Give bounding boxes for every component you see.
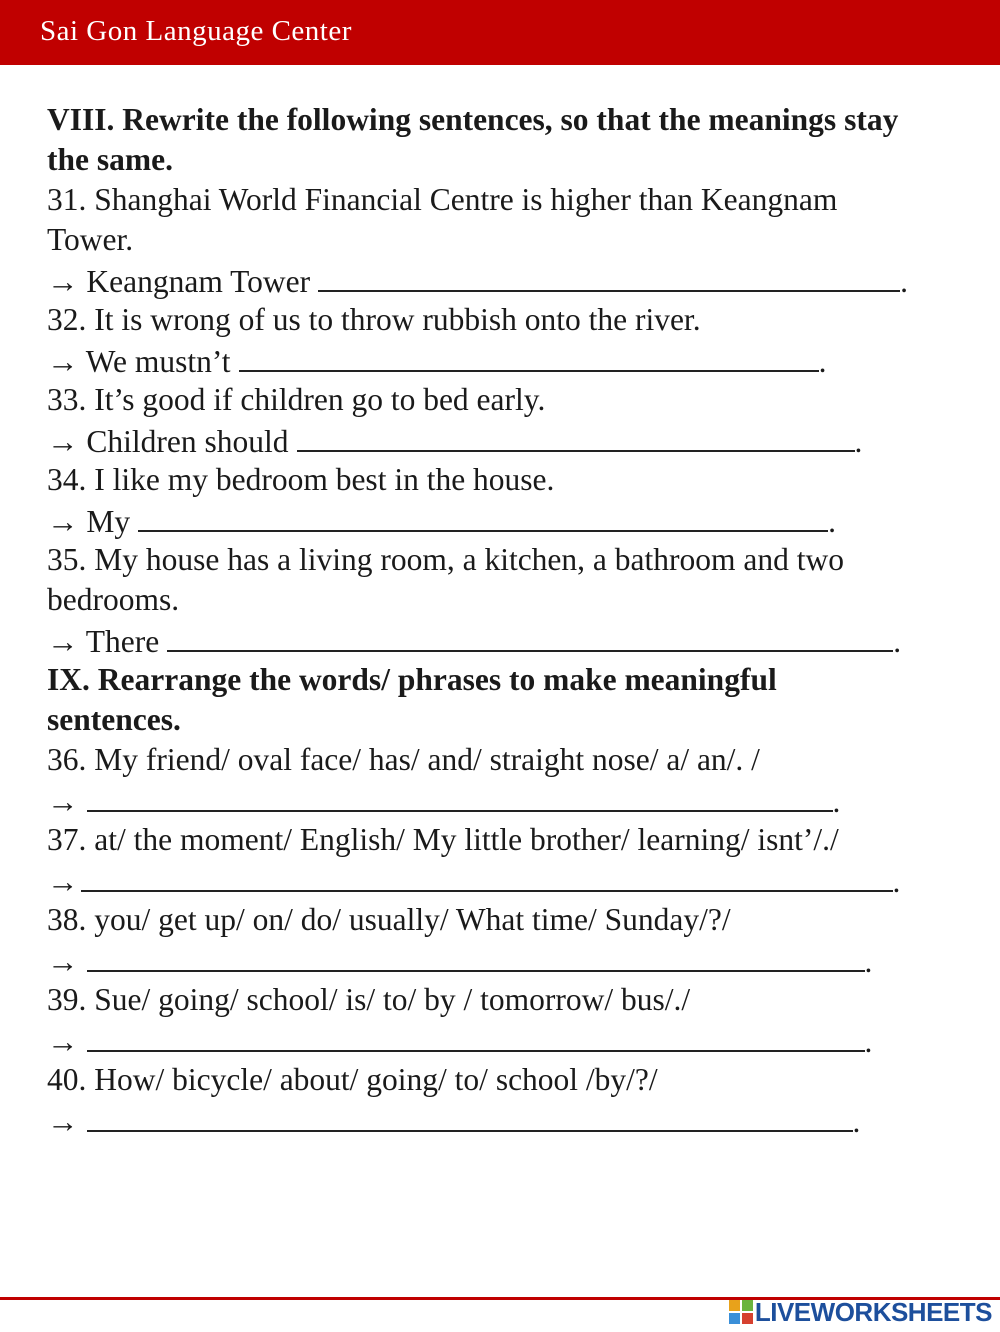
end-mark: . bbox=[893, 624, 902, 659]
answer-row-36 bbox=[47, 780, 967, 820]
section-9-heading-cont: sentences. bbox=[47, 702, 181, 737]
answer-blank-31[interactable] bbox=[318, 260, 900, 292]
question-35-cont: bedrooms. bbox=[47, 582, 180, 617]
question-33: 33. It’s good if children go to bed early. bbox=[47, 382, 546, 417]
end-mark: . bbox=[818, 344, 827, 379]
header-title: Sai Gon Language Center bbox=[40, 15, 352, 47]
answer-prompt-32: → We mustn’t bbox=[47, 344, 231, 379]
answer-row-33 bbox=[47, 420, 967, 460]
question-34: 34. I like my bedroom best in the house. bbox=[47, 462, 555, 497]
answer-row-40 bbox=[47, 1100, 967, 1140]
answer-row-32 bbox=[47, 340, 967, 380]
answer-row-39 bbox=[47, 1020, 967, 1060]
question-31: 31. Shanghai World Financial Centre is higher than Keangnam bbox=[47, 182, 838, 217]
arrow-icon: → bbox=[47, 864, 79, 899]
answer-prompt-34: → My bbox=[47, 504, 131, 539]
answer-blank-37[interactable] bbox=[81, 860, 893, 892]
answer-blank-34[interactable] bbox=[138, 500, 828, 532]
arrow-icon: → bbox=[47, 1104, 79, 1139]
end-mark: . bbox=[864, 1024, 873, 1059]
answer-blank-38[interactable] bbox=[87, 940, 865, 972]
answer-blank-39[interactable] bbox=[87, 1020, 865, 1052]
end-mark: . bbox=[832, 784, 841, 819]
section-8-heading-cont: the same. bbox=[47, 142, 173, 177]
liveworksheets-logo-icon bbox=[729, 1300, 753, 1324]
question-35: 35. My house has a living room, a kitchen, a bathroom and two bbox=[47, 542, 844, 577]
header-bar bbox=[0, 0, 1000, 65]
answer-row-37 bbox=[47, 860, 967, 900]
end-mark: . bbox=[892, 864, 901, 899]
question-31-cont: Tower. bbox=[47, 222, 134, 257]
arrow-icon: → bbox=[47, 784, 79, 819]
answer-blank-33[interactable] bbox=[297, 420, 855, 452]
arrow-icon: → bbox=[47, 944, 79, 979]
question-39: 39. Sue/ going/ school/ is/ to/ by / tomorrow/ bus/./ bbox=[47, 982, 691, 1017]
answer-blank-35[interactable] bbox=[167, 620, 893, 652]
answer-row-35 bbox=[47, 620, 967, 660]
question-38: 38. you/ get up/ on/ do/ usually/ What time/ Sunday/?/ bbox=[47, 902, 731, 937]
answer-blank-40[interactable] bbox=[87, 1100, 853, 1132]
worksheet-content bbox=[47, 100, 967, 1140]
question-36: 36. My friend/ oval face/ has/ and/ straight nose/ a/ an/. / bbox=[47, 742, 760, 777]
logo-text: LIVEWORKSHEETS bbox=[754, 1296, 992, 1327]
end-mark: . bbox=[864, 944, 873, 979]
section-9-heading: IX. Rearrange the words/ phrases to make meaningful bbox=[47, 662, 777, 697]
answer-prompt-33: → Children should bbox=[47, 424, 289, 459]
answer-row-38 bbox=[47, 940, 967, 980]
arrow-icon: → bbox=[47, 1024, 79, 1059]
answer-row-31 bbox=[47, 260, 967, 300]
end-mark: . bbox=[900, 264, 909, 299]
question-40: 40. How/ bicycle/ about/ going/ to/ school /by/?/ bbox=[47, 1062, 658, 1097]
liveworksheets-logo bbox=[729, 1296, 992, 1327]
end-mark: . bbox=[828, 504, 837, 539]
question-32: 32. It is wrong of us to throw rubbish onto the river. bbox=[47, 302, 701, 337]
end-mark: . bbox=[854, 424, 863, 459]
section-8-heading: VIII. Rewrite the following sentences, so that the meanings stay bbox=[47, 102, 899, 137]
answer-row-34 bbox=[47, 500, 967, 540]
answer-blank-32[interactable] bbox=[239, 340, 819, 372]
answer-blank-36[interactable] bbox=[87, 780, 833, 812]
question-37: 37. at/ the moment/ English/ My little brother/ learning/ isnt’/./ bbox=[47, 822, 839, 857]
answer-prompt-35: → There bbox=[47, 624, 160, 659]
end-mark: . bbox=[852, 1104, 861, 1139]
answer-prompt-31: → Keangnam Tower bbox=[47, 264, 311, 299]
